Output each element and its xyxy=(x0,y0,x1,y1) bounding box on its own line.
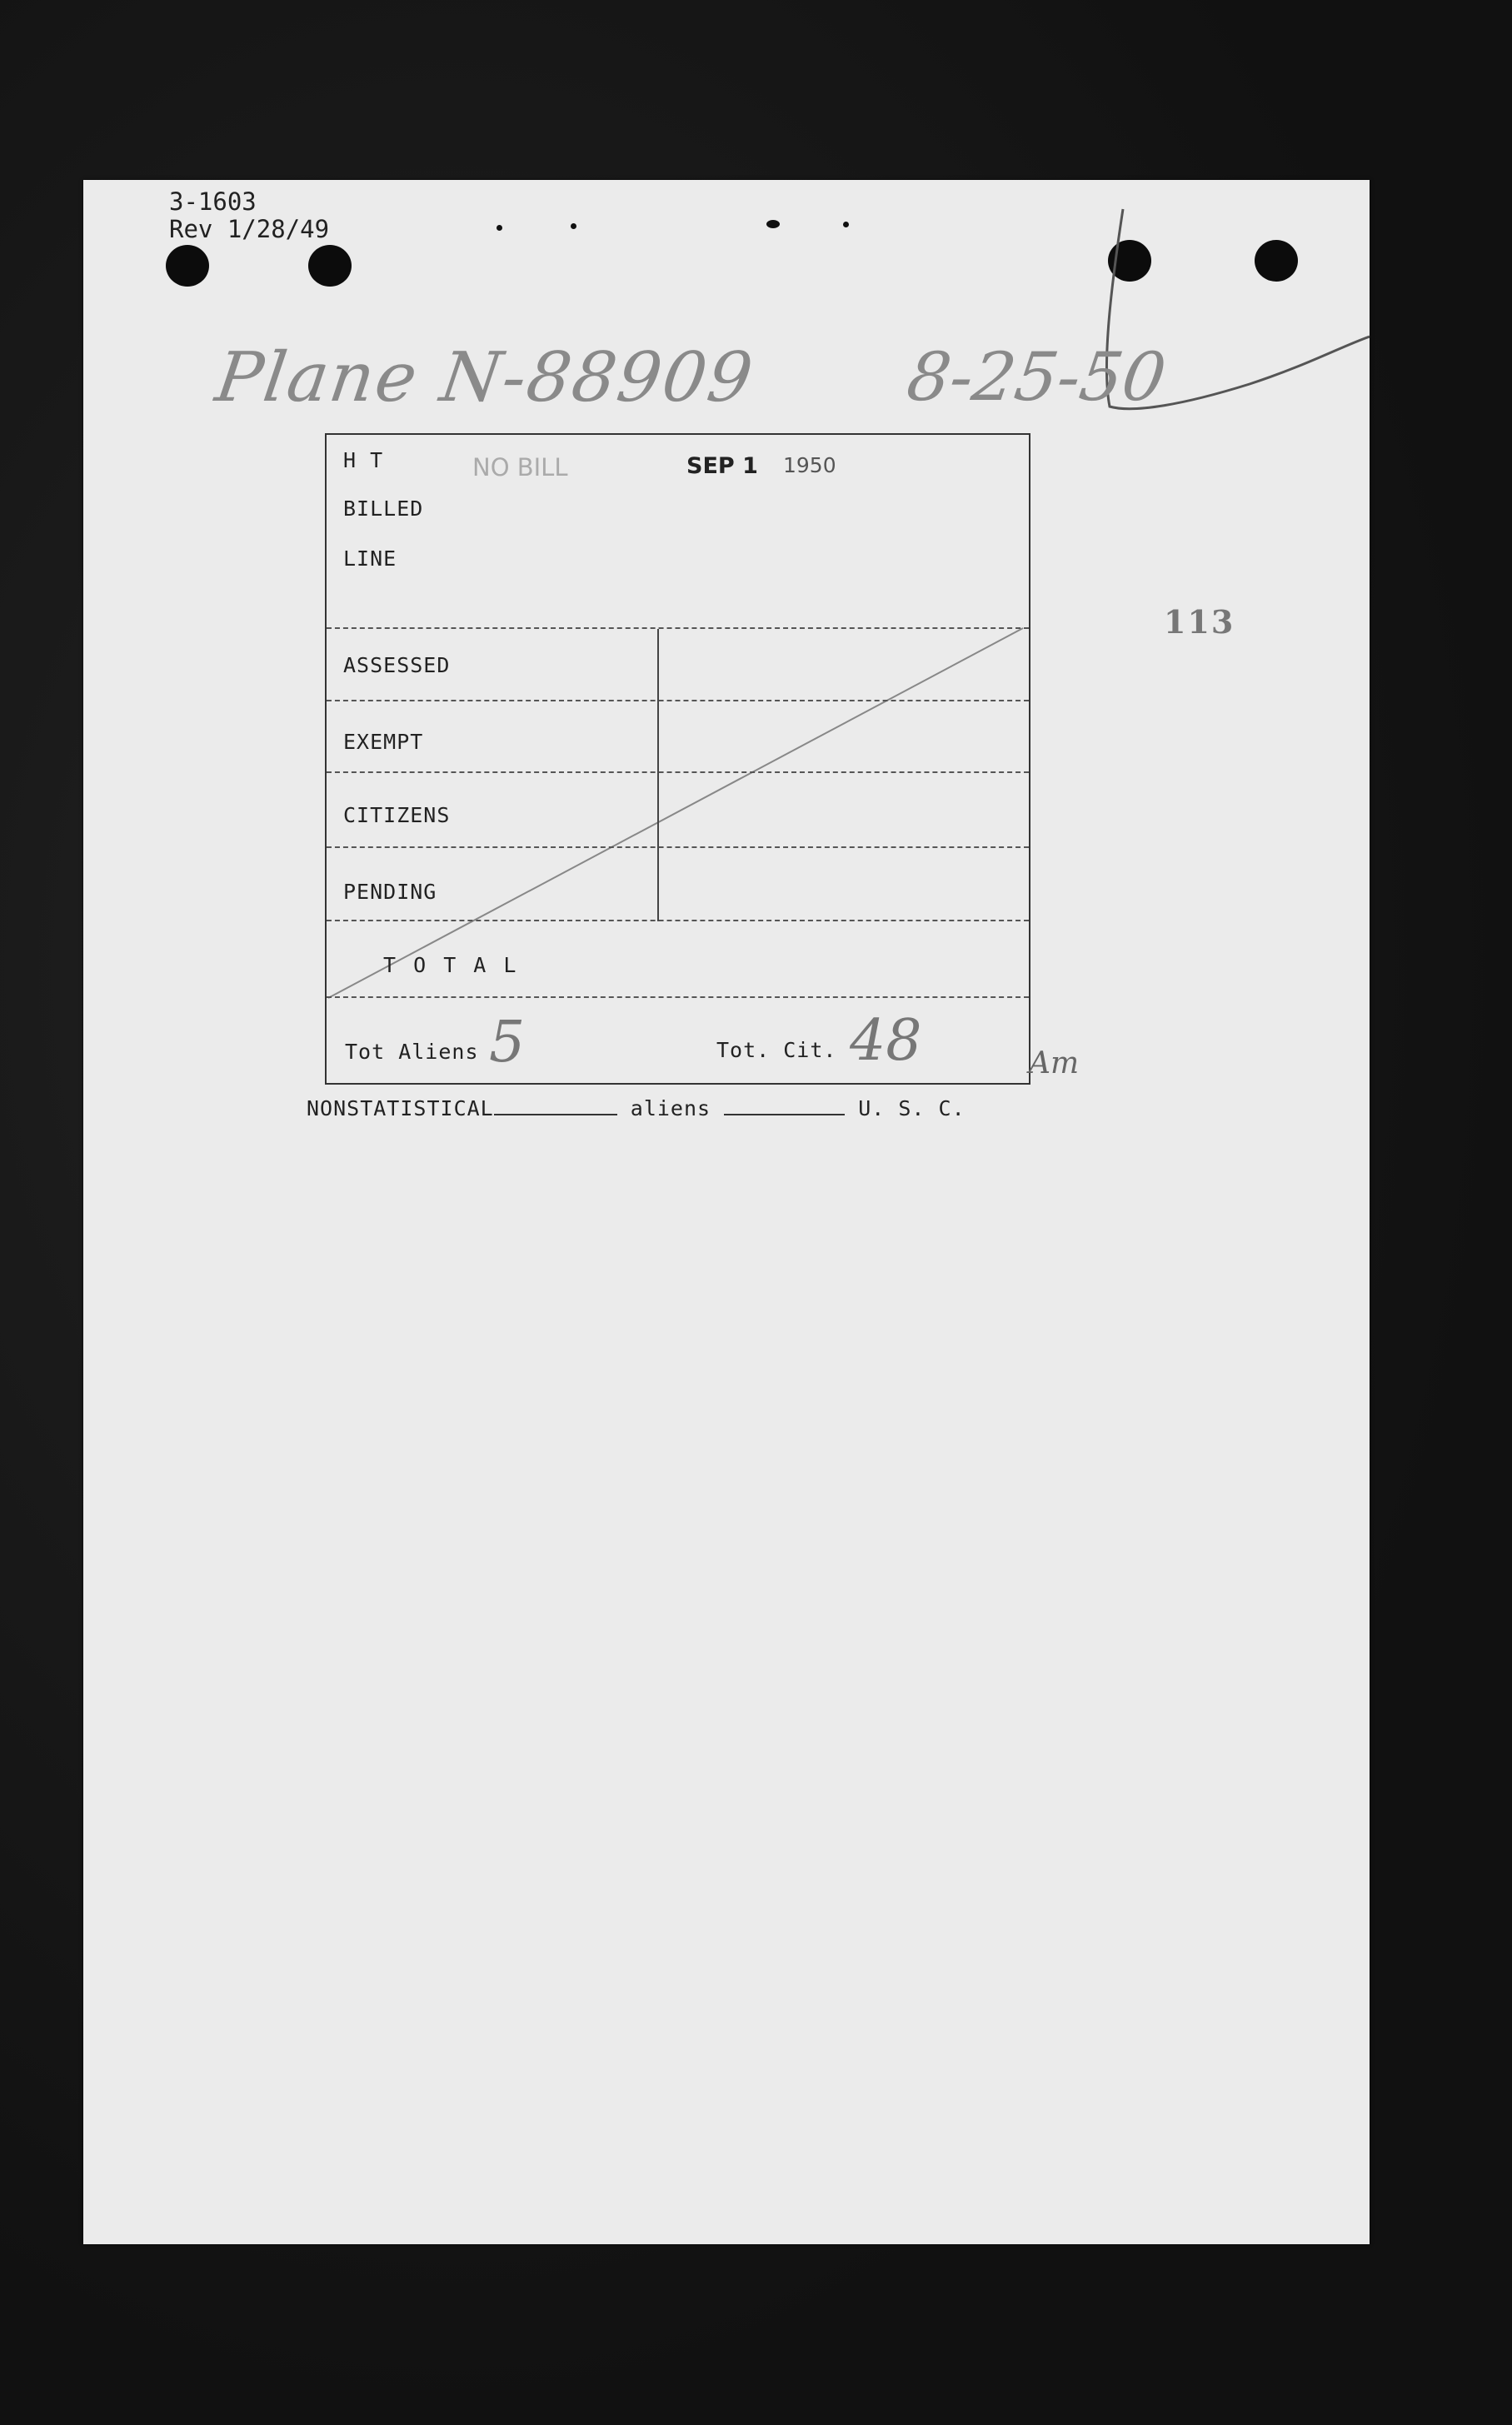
diagonal-cancel-line xyxy=(327,435,1029,1083)
row-line: LINE xyxy=(343,546,397,571)
summary-table xyxy=(325,433,1030,1085)
document-page xyxy=(83,180,1370,2244)
page-number: 113 xyxy=(1164,603,1235,641)
divider xyxy=(327,771,1029,773)
nonstat-label: NONSTATISTICAL xyxy=(307,1096,494,1120)
tot-aliens-value: 5 xyxy=(489,1010,526,1075)
divider xyxy=(327,846,1029,848)
row-total: T O T A L xyxy=(383,953,519,977)
row-assessed: ASSESSED xyxy=(343,653,451,677)
stamp-date: SEP 1 xyxy=(686,453,758,479)
divider xyxy=(327,920,1029,921)
form-number: 3-1603 xyxy=(169,187,257,216)
row-exempt: EXEMPT xyxy=(343,730,424,754)
row-ht: H T xyxy=(343,448,384,472)
form-revision: Rev 1/28/49 xyxy=(169,215,330,243)
divider xyxy=(327,700,1029,701)
usc-label: U. S. C. xyxy=(858,1096,966,1120)
tot-cit-value: 48 xyxy=(850,1008,922,1074)
nonstatistical-line xyxy=(307,1096,966,1120)
stamp-no-bill: NO BILL xyxy=(472,453,568,482)
divider xyxy=(327,996,1029,998)
tot-aliens-label: Tot Aliens xyxy=(345,1040,479,1064)
handwritten-date: 8-25-50 xyxy=(902,338,1171,416)
aliens-blank xyxy=(724,1097,845,1115)
column-divider xyxy=(657,629,659,921)
row-billed: BILLED xyxy=(343,496,424,521)
tot-cit-label: Tot. Cit. xyxy=(716,1038,837,1062)
aliens-label: aliens xyxy=(630,1096,711,1120)
handwritten-initials: Am xyxy=(1029,1046,1080,1080)
handwritten-plane-number: Plane N-88909 xyxy=(211,338,759,417)
nonstat-blank xyxy=(494,1097,617,1115)
row-pending: PENDING xyxy=(343,880,437,904)
divider xyxy=(327,627,1029,629)
row-citizens: CITIZENS xyxy=(343,803,451,827)
stamp-year: 1950 xyxy=(783,453,836,477)
